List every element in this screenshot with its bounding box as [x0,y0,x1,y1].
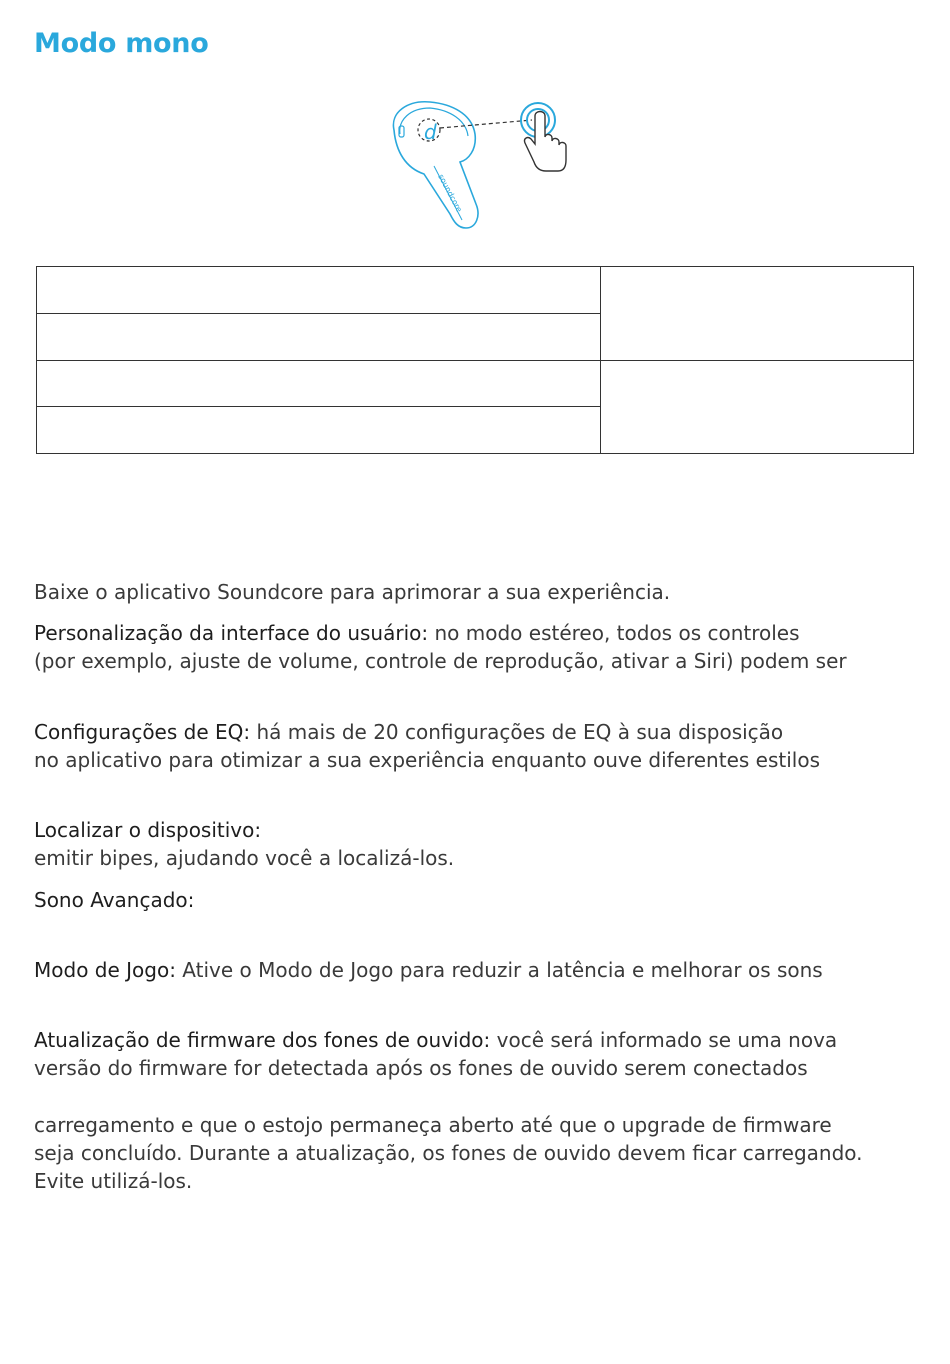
table-cell-action [37,360,601,407]
table-cell-function [601,267,914,361]
eq-paragraph [34,718,924,774]
ui-custom-label: Personalização da interface do usuário: [34,621,429,645]
controls-table [36,266,914,454]
ui-custom-text: no modo estéreo, todos os controles [428,621,800,645]
game-text: Ative o Modo de Jogo para reduzir a latência e melhorar os sons [175,958,823,982]
eq-text: há mais de 20 configurações de EQ à sua disposição [250,720,784,744]
tap-guide-line [440,120,532,128]
firmware-text: você será informado se uma nova [490,1028,838,1052]
game-label: Modo de Jogo: [34,958,176,982]
app-intro-text: Baixe o aplicativo Soundcore para aprimorar a sua experiência. [34,580,671,604]
table-cell-action [37,267,601,314]
page-title: Modo mono [34,28,209,59]
sleep-paragraph [34,886,924,914]
firmware-text-5: Evite utilizá-los. [34,1169,193,1193]
brand-text: soundcore [436,172,464,214]
table-cell-action [37,313,601,360]
sleep-label: Sono Avançado: [34,888,195,912]
game-paragraph [34,956,924,984]
firmware-paragraph [34,1026,924,1082]
ui-custom-text-2: (por exemplo, ajuste de volume, controle de reprodução, ativar a Siri) podem ser [34,649,847,673]
locate-label: Localizar o dispositivo: [34,818,262,842]
eq-text-2: no aplicativo para otimizar a sua experiência enquanto ouve diferentes estilos [34,748,820,772]
table-cell-function [601,360,914,454]
firmware-label: Atualização de firmware dos fones de ouvido: [34,1028,491,1052]
ui-custom-paragraph [34,619,924,675]
app-intro [34,578,924,606]
table-row [37,267,914,314]
firmware-note [34,1111,924,1195]
mono-mode-illustration [380,92,580,242]
firmware-text-3: carregamento e que o estojo permaneça aberto até que o upgrade de firmware [34,1113,832,1137]
tap-hand-icon [521,103,566,171]
table-cell-action [37,407,601,454]
locate-paragraph [34,816,924,872]
locate-text: emitir bipes, ajudando você a localizá-los. [34,846,455,870]
firmware-text-2: versão do firmware for detectada após os fones de ouvido serem conectados [34,1056,808,1080]
logo-glyph: d [424,120,437,144]
eq-label: Configurações de EQ: [34,720,251,744]
firmware-text-4: seja concluído. Durante a atualização, os fones de ouvido devem ficar carregando. [34,1141,863,1165]
table-row [37,360,914,407]
